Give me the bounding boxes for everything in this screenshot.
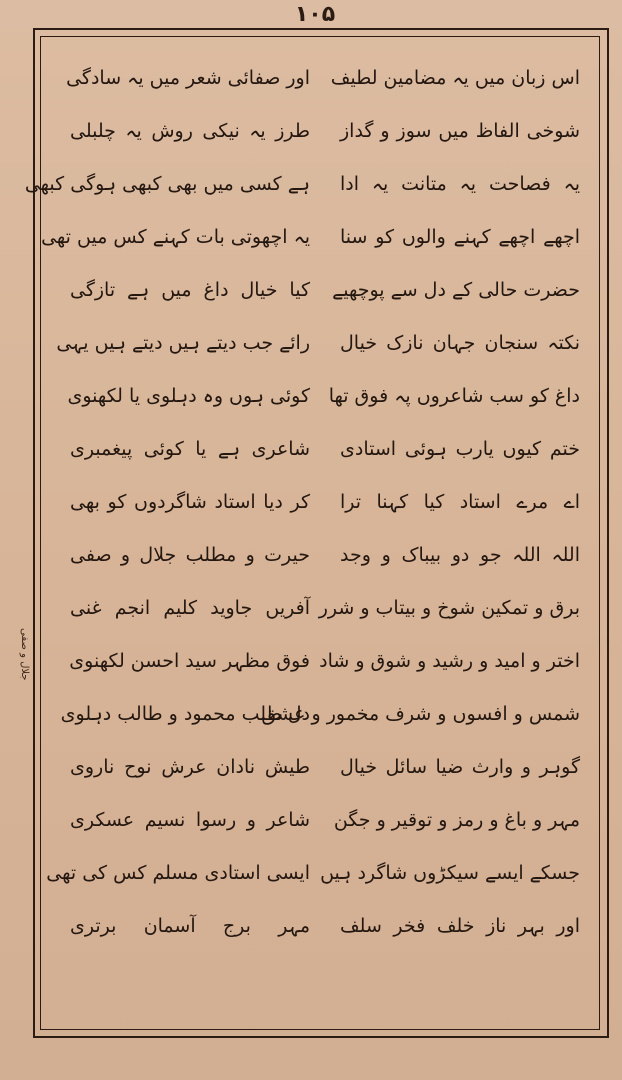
page-number: ۱۰۵ xyxy=(294,2,336,27)
couplet xyxy=(60,688,580,741)
couplet xyxy=(46,847,580,900)
couplet xyxy=(70,794,580,847)
hemistich-second: دل طلب محمود و طالب دہلوی xyxy=(60,703,310,725)
couplet xyxy=(70,529,580,582)
hemistich-first: ختم کیوں یارب ہوئی استادی xyxy=(340,438,580,460)
couplet xyxy=(70,741,580,794)
hemistich-second: ہے کسی میں بھی کبھی ہوگی کبھی xyxy=(24,173,310,195)
hemistich-first: گوہر و وارث ضیا سائل خیال xyxy=(340,756,580,778)
couplet xyxy=(70,900,580,953)
hemistich-second: آفریں جاوید کلیم انجم غنی xyxy=(70,597,310,619)
hemistich-second: کوئی ہوں وہ دہلوی یا لکھنوی xyxy=(67,385,310,407)
hemistich-first: شوخی الفاظ میں سوز و گداز xyxy=(340,120,580,142)
hemistich-first: یہ فصاحت یہ متانت یہ ادا xyxy=(340,173,580,195)
hemistich-first: اس زبان میں یہ مضامین لطیف xyxy=(330,67,580,89)
hemistich-second: کیا خیال داغ میں ہے تازگی xyxy=(70,279,310,301)
hemistich-first: شمس و افسوں و شرف مخمور و عشق xyxy=(261,703,580,725)
hemistich-first: اے مرے استاد کیا کہنا ترا xyxy=(340,491,580,513)
couplet xyxy=(70,635,580,688)
couplet xyxy=(56,317,580,370)
hemistich-first: حضرت حالی کے دل سے پوچھیے xyxy=(332,279,580,301)
hemistich-second: حیرت و مطلب جلال و صفی xyxy=(70,544,310,566)
couplet xyxy=(66,52,580,105)
hemistich-first: اچھے اچھے کہنے والوں کو سنا xyxy=(340,226,580,248)
hemistich-second: شاعر و رسوا نسیم عسکری xyxy=(70,809,310,831)
couplet xyxy=(70,582,580,635)
hemistich-second: یہ اچھوتی بات کہنے کس میں تھی xyxy=(41,226,310,248)
couplet xyxy=(24,158,580,211)
poem-couplets xyxy=(24,52,580,1007)
couplet xyxy=(70,264,580,317)
hemistich-second: طیش نادان عرش نوح ناروی xyxy=(70,756,310,778)
hemistich-first: اختر و امید و رشید و شوق و شاد xyxy=(319,650,580,672)
couplet xyxy=(41,211,580,264)
hemistich-first: داغ کو سب شاعروں پہ فوق تھا xyxy=(328,385,580,407)
hemistich-second: مہر برج آسمان برتری xyxy=(70,915,310,937)
couplet xyxy=(70,423,580,476)
hemistich-first: اور بہر ناز خلف فخر سلف xyxy=(340,915,580,937)
hemistich-first: اللہ اللہ جو دو بیباک و وجد xyxy=(340,544,580,566)
hemistich-second: فوق مظہر سید احسن لکھنوی xyxy=(69,650,310,672)
hemistich-second: کر دیا استاد شاگردوں کو بھی xyxy=(70,491,310,513)
hemistich-second: طرز یہ نیکی روش یہ چلبلی xyxy=(70,120,310,142)
hemistich-first: برق و تمکین شوخ و بیتاب و شرر xyxy=(318,597,580,619)
couplet xyxy=(70,105,580,158)
hemistich-second: ایسی استادی مسلم کس کی تھی xyxy=(46,862,310,884)
hemistich-first: جسکے ایسے سیکڑوں شاگرد ہیں xyxy=(320,862,580,884)
hemistich-first: نکتہ سنجان جہان نازک خیال xyxy=(340,332,580,354)
hemistich-second: رائے جب دیتے ہیں دیتے ہیں یہی xyxy=(56,332,310,354)
hemistich-second: شاعری ہے یا کوئی پیغمبری xyxy=(70,438,310,460)
couplet xyxy=(70,476,580,529)
couplet xyxy=(67,370,580,423)
hemistich-second: اور صفائی شعر میں یہ سادگی xyxy=(66,67,310,89)
hemistich-first: مہر و باغ و رمز و توقیر و جگن xyxy=(333,809,580,831)
margin-annotation: جلال و صفی xyxy=(19,627,30,680)
